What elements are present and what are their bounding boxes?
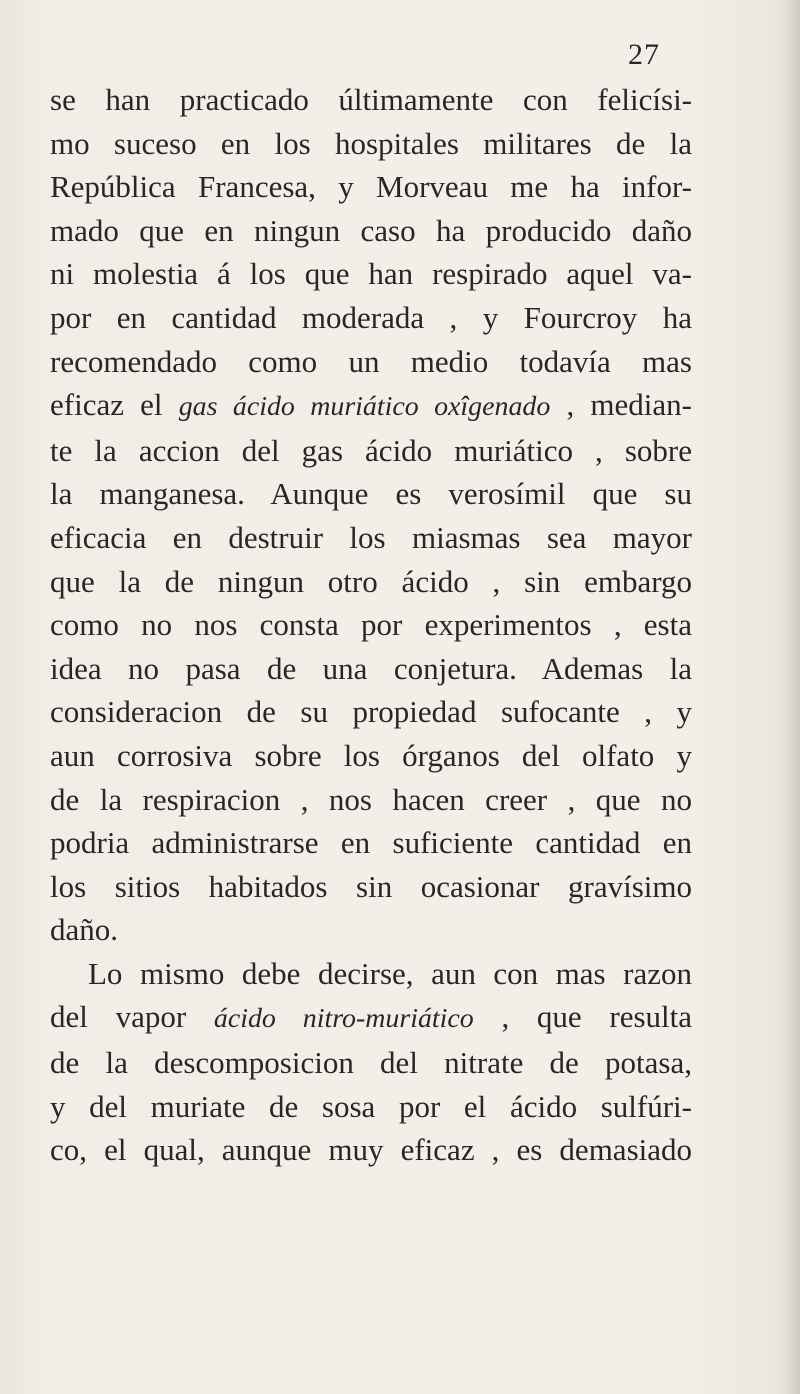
paragraph-2 xyxy=(50,952,692,1172)
text-line: que la de ningun otro ácido , sin embargo xyxy=(50,563,692,599)
text-line: ni molestia á los que han respirado aquel va- xyxy=(50,256,692,292)
text-line-first: Lo mismo debe decirse, aun con mas razon xyxy=(88,955,692,991)
text-segment: del vapor xyxy=(50,999,214,1035)
text-line: los sitios habitados sin ocasionar gravísimo xyxy=(50,868,692,904)
text-line: aun corrosiva sobre los órganos del olfato y xyxy=(50,737,692,773)
italic-term: gas ácido muriático oxîgenado xyxy=(178,391,551,423)
text-line: consideracion de su propiedad sufocante , y xyxy=(50,694,692,730)
text-line: idea no pasa de una conjetura. Ademas la xyxy=(50,650,692,686)
text-line: como no nos consta por experimentos , esta xyxy=(50,607,692,643)
text-line: co, el qual, aunque muy eficaz , es demasiado xyxy=(50,1132,692,1168)
text-line: mado que en ningun caso ha producido daño xyxy=(50,212,692,248)
text-line: la manganesa. Aunque es verosímil que su xyxy=(50,476,692,512)
text-line: y del muriate de sosa por el ácido sulfúri- xyxy=(50,1088,692,1124)
text-line: recomendado como un medio todavía mas xyxy=(50,343,692,379)
text-line: República Francesa, y Morveau me ha infor- xyxy=(50,169,692,205)
text-line-with-italic xyxy=(50,383,692,429)
italic-term: ácido nitro-muriático xyxy=(213,1003,474,1035)
text-line: eficacia en destruir los miasmas sea mayor xyxy=(50,519,692,555)
text-line: de la respiracion , nos hacen creer , que no xyxy=(50,781,692,817)
text-line-last: daño. xyxy=(50,912,119,948)
text-segment: , que resulta xyxy=(473,999,693,1035)
text-line: te la accion del gas ácido muriático , sobre xyxy=(50,432,692,468)
text-segment: , median- xyxy=(550,387,692,423)
paragraph-1 xyxy=(50,78,692,952)
body-text xyxy=(50,78,692,1172)
text-line: se han practicado últimamente con felicísi- xyxy=(50,82,692,117)
text-line: mo suceso en los hospitales militares de la xyxy=(50,125,692,161)
text-segment: eficaz el xyxy=(50,387,179,423)
text-line: podria administrarse en suficiente cantidad en xyxy=(50,825,692,861)
page-number: 27 xyxy=(628,38,660,71)
text-line: por en cantidad moderada , y Fourcroy ha xyxy=(50,299,692,335)
text-line-with-italic xyxy=(50,995,692,1041)
page-edge-shadow xyxy=(786,0,800,1394)
text-line: de la descomposicion del nitrate de potasa, xyxy=(50,1045,692,1081)
